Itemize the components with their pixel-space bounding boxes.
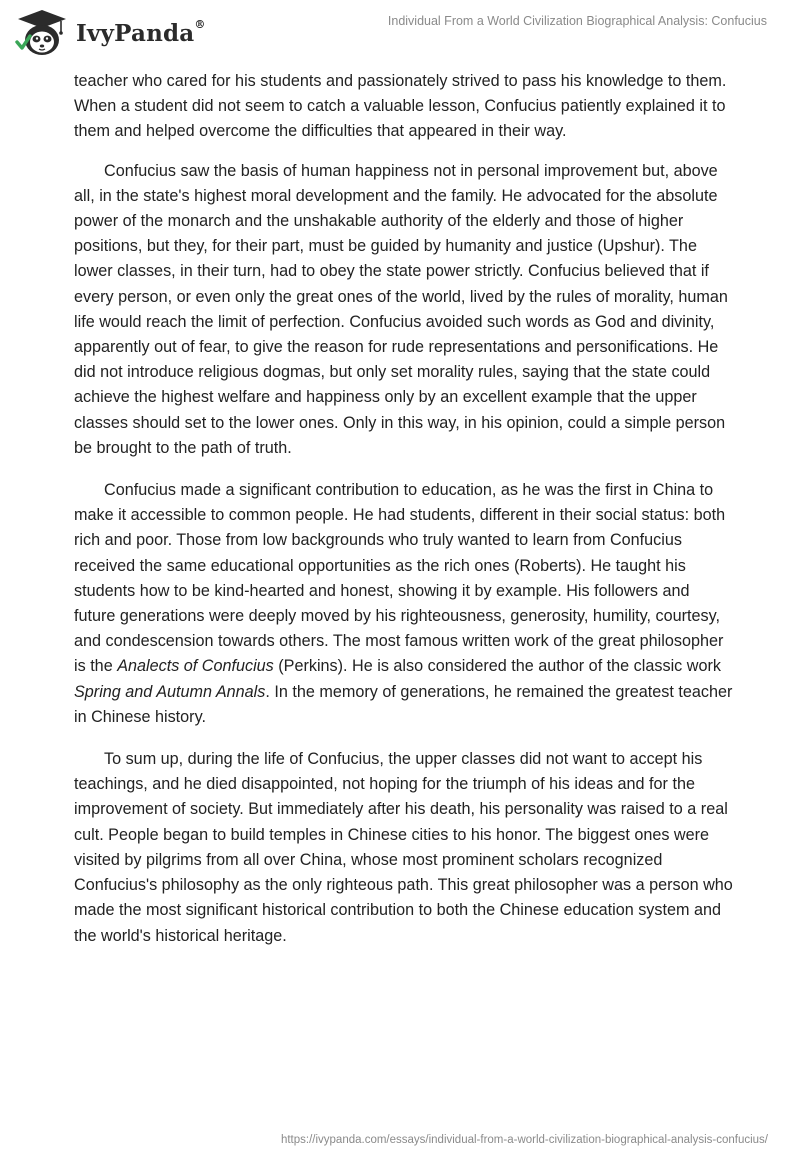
paragraph-1: teacher who cared for his students and passionately strived to pass his knowledge to them. When a student did not seem to catch a valuable lesson, Confucius patiently explained it to them and helped overcome the difficulties that appeared in their way. xyxy=(74,72,727,141)
book-title-annals: Spring and Autumn Annals xyxy=(74,682,266,701)
paragraph-4: To sum up, during the life of Confucius, the upper classes did not want to accept his teachings, and he died disappointed, not hoping for the triumph of his ideas and for the improvement of society. But immediately after his death, his personality was raised to a real cult. People began to build temples in Chinese cities to his honor. The biggest ones were visited by pilgrims from all over China, whose most prominent scholars recognized Confucius's philosophy as the only righteous path. This great philosopher was a person who made the most significant historical contribution to both the Chinese education system and the world's historical heritage. xyxy=(74,750,733,945)
paragraph-3 xyxy=(74,478,734,730)
registered-mark: ® xyxy=(194,17,206,31)
document-title: Individual From a World Civilization Biographical Analysis: Confucius xyxy=(387,14,767,28)
panda-logo-icon xyxy=(14,8,70,58)
book-title-analects: Analects of Confucius xyxy=(117,657,274,676)
source-url-link[interactable]: https://ivypanda.com/essays/individual-from-a-world-civilization-biographical-analysis-confucius/ xyxy=(280,1134,768,1146)
paragraph-2: Confucius saw the basis of human happiness not in personal improvement but, above all, in the state's highest moral development and the family. He advocated for the absolute power of the monarch and the unshakable authority of the elderly and those of higher positions, but they, for their part, must be guided by humanity and justice (Upshur). The lower classes, in their turn, had to obey the state power strictly. Confucius believed that if every person, or even only the great ones of the world, lived by the rules of morality, human life would reach the limit of perfection. Confucius avoided such words as God and divinity, apparently out of fear, to give the reason for rude representations and personifications. He did not introduce religious dogmas, but only set morality rules, saying that the state could achieve the highest welfare and happiness only by an excellent example that the upper classes should set to the lower ones. Only in this way, in his opinion, could a simple person be brought to the path of truth. xyxy=(74,161,728,457)
paragraph-3-part-3: . In the memory of generations, he remained the greatest teacher in Chinese history. xyxy=(74,682,733,726)
essay-body xyxy=(74,69,734,966)
brand-logo[interactable] xyxy=(14,8,206,58)
paragraph-3-part-1: Confucius made a significant contribution to education, as he was the first in China to make it accessible to common people. He had students, different in their social status: both rich and poor. Those from low backgrounds who truly wanted to learn from Confucius received the same educational opportunities as the rich ones (Roberts). He taught his students how to be kind-hearted and honest, showing it by example. His followers and future generations were deeply moved by his righteousness, generosity, humility, courtesy, and condescension towards others. The most famous written work of the great philosopher is the xyxy=(74,481,726,676)
brand-name: IvyPanda® xyxy=(76,17,206,47)
page-header xyxy=(0,0,800,70)
paragraph-3-part-2: (Perkins). He is also considered the author of the classic work xyxy=(273,657,721,676)
